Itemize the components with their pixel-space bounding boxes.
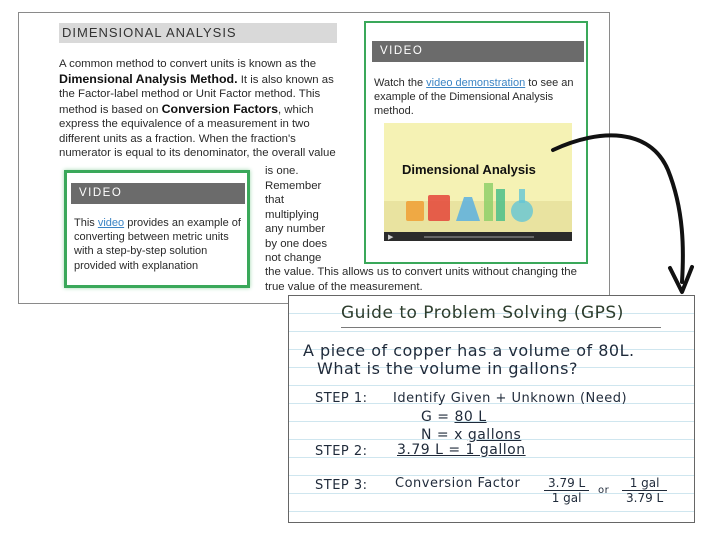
question-line-2: What is the volume in gallons? xyxy=(317,359,578,378)
video-thumbnail-title: Dimensional Analysis xyxy=(402,162,536,177)
factor2-denominator: 3.79 L xyxy=(626,491,664,505)
or-label: or xyxy=(598,485,610,496)
need-value: gallons xyxy=(467,427,522,443)
body-intro: A common method to convert units is known as the xyxy=(59,58,317,70)
conversion-factors-term: Conversion Factors xyxy=(161,101,278,116)
section-title: DIMENSIONAL ANALYSIS xyxy=(59,23,337,43)
body-narrow-text: is one. Remember that multiplying any number by one does not change xyxy=(265,165,328,264)
step1-label: STEP 1: xyxy=(315,391,368,406)
video-text-before: This xyxy=(74,217,98,229)
given-prefix: G = xyxy=(421,409,455,425)
title-underline xyxy=(341,327,661,328)
need-line xyxy=(421,427,521,443)
step3-label: STEP 3: xyxy=(315,478,368,493)
body-bottom-text: the value. This allows us to convert units without changing the true value of the measurement. xyxy=(265,266,577,293)
factor1-numerator: 3.79 L xyxy=(544,476,589,491)
need-prefix: N = x xyxy=(421,427,468,443)
video-text-after: provides an example of converting between metric units with a step-by-step solution provided with explanation xyxy=(74,217,241,272)
conversion-factor-2 xyxy=(622,476,667,505)
factor1-denominator: 1 gal xyxy=(551,491,582,505)
given-value: 80 L xyxy=(454,409,487,425)
body-text-2: It is also known as the Factor-label method or Unit Factor method. This method is based on xyxy=(59,73,334,116)
video-demonstration-link[interactable]: video demonstration xyxy=(426,77,526,89)
given-line xyxy=(421,409,487,425)
video-header: VIDEO xyxy=(372,41,584,62)
conversion-factor-1 xyxy=(544,476,589,505)
handwritten-notes xyxy=(288,295,695,523)
play-icon[interactable]: ▶ xyxy=(388,234,394,241)
step3-text: Conversion Factor xyxy=(395,476,521,491)
body-text-3: , which express the equivalence of a measurement in two different units as a fraction. When the fraction's numerator is equal to its denominator, the overall value xyxy=(59,103,336,159)
video-header: VIDEO xyxy=(71,183,245,204)
method-name: Dimensional Analysis Method. xyxy=(59,71,238,86)
question-line-1: A piece of copper has a volume of 80L. xyxy=(303,341,635,360)
notes-title: Guide to Problem Solving (GPS) xyxy=(341,303,624,323)
step2-label: STEP 2: xyxy=(315,444,368,459)
video-text-after: to see an example of the Dimensional Analysis method. xyxy=(374,77,574,118)
video-text-before: Watch the xyxy=(374,77,427,89)
step1-text: Identify Given + Unknown (Need) xyxy=(393,391,628,406)
step2-text: 3.79 L = 1 gallon xyxy=(397,442,526,458)
video-link[interactable]: video xyxy=(97,217,125,229)
factor2-numerator: 1 gal xyxy=(622,476,667,491)
